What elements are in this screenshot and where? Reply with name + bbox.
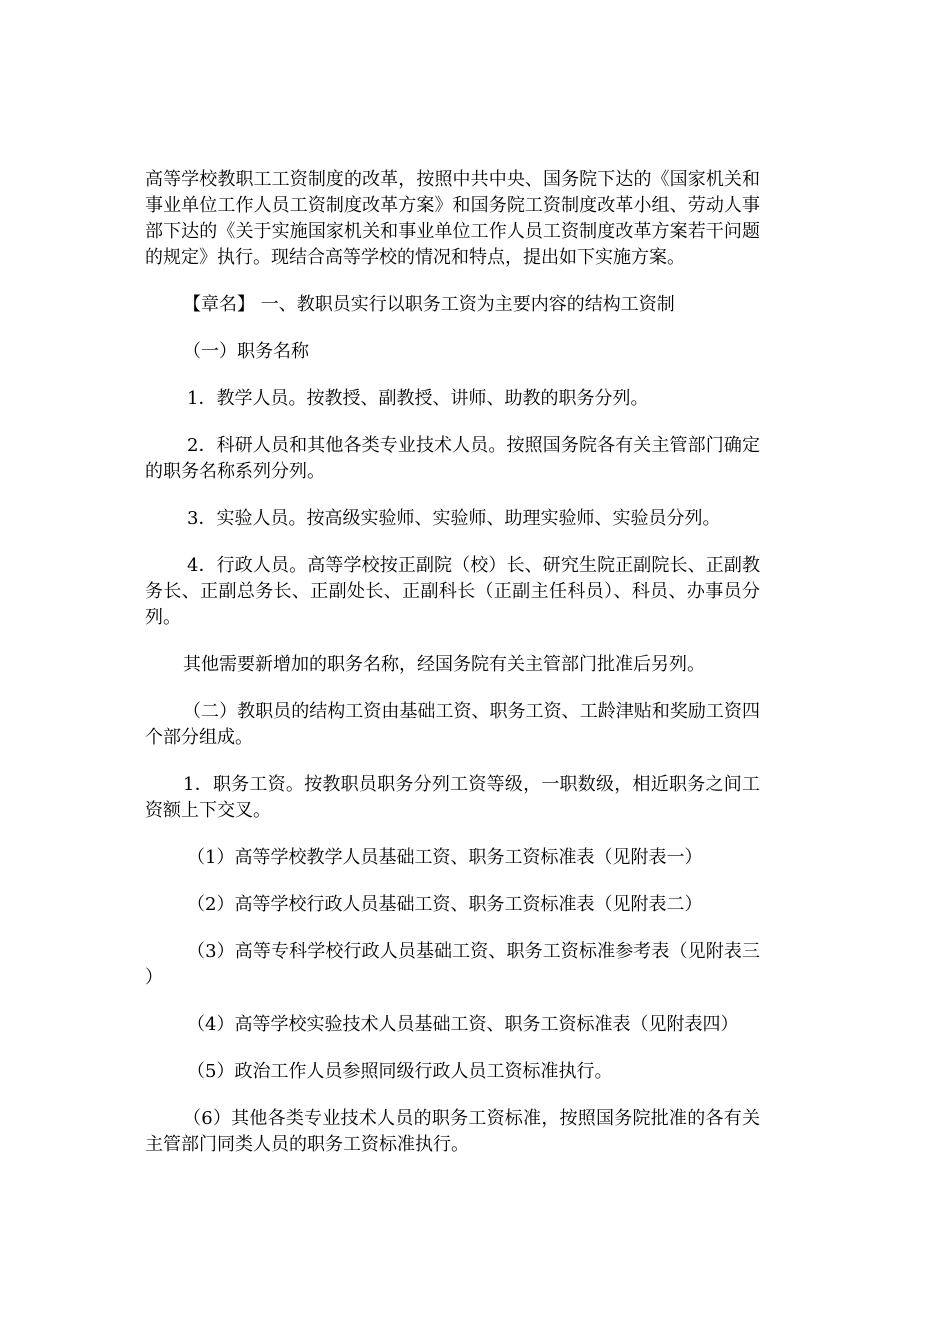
list-item-admin-staff: 4．行政人员。高等学校按正副院（校）长、研究生院正副院长、正副教务长、正副总务长、正副处长、正副科长（正副主任科员）、科员、办事员分列。 [145, 555, 760, 628]
chapter-heading: 【章名】 一、教职员实行以职务工资为主要内容的结构工资制 [183, 294, 675, 315]
list-item-table-1: （1）高等学校教学人员基础工资、职务工资标准表（见附表一） [187, 847, 703, 868]
list-item-political-staff: （5）政治工作人员参照同级行政人员工资标准执行。 [187, 1061, 613, 1082]
intro-paragraph: 高等学校教职工工资制度的改革，按照中共中央、国务院下达的《国家机关和事业单位工作人员工资制度改革方案》和国务院工资制度改革小组、劳动人事部下达的《关于实施国家机关和事业单位工作人员工资制度改革方案若干问题的规定》执行。现结合高等学校的情况和特点，提出如下实施方案。 [145, 169, 760, 268]
document-body [145, 167, 760, 1179]
list-item-research-staff: 2．科研人员和其他各类专业技术人员。按照国务院各有关主管部门确定的职务名称系列分列。 [145, 435, 760, 482]
list-item-position-wage: 1．职务工资。按教职员职务分列工资等级，一职数级，相近职务之间工资额上下交叉。 [145, 774, 760, 821]
paragraph-other-titles: 其他需要新增加的职务名称，经国务院有关主管部门批准后另列。 [183, 654, 705, 675]
section-heading-job-titles: （一）职务名称 [183, 341, 309, 362]
list-item-table-2: （2）高等学校行政人员基础工资、职务工资标准表（见附表二） [187, 894, 703, 915]
section-heading-wage-structure: （二）教职员的结构工资由基础工资、职务工资、工龄津贴和奖励工资四个部分组成。 [145, 701, 760, 748]
list-item-lab-staff: 3．实验人员。按高级实验师、实验师、助理实验师、实验员分列。 [187, 508, 721, 529]
list-item-table-4: （4）高等学校实验技术人员基础工资、职务工资标准表（见附表四） [187, 1014, 739, 1035]
list-item-table-3: （3）高等专科学校行政人员基础工资、职务工资标准参考表（见附表三） [145, 941, 760, 988]
list-item-other-technical-staff: （6）其他各类专业技术人员的职务工资标准，按照国务院批准的各有关主管部门同类人员的职务工资标准执行。 [145, 1108, 760, 1155]
list-item-teaching-staff: 1．教学人员。按教授、副教授、讲师、助教的职务分列。 [187, 388, 649, 409]
